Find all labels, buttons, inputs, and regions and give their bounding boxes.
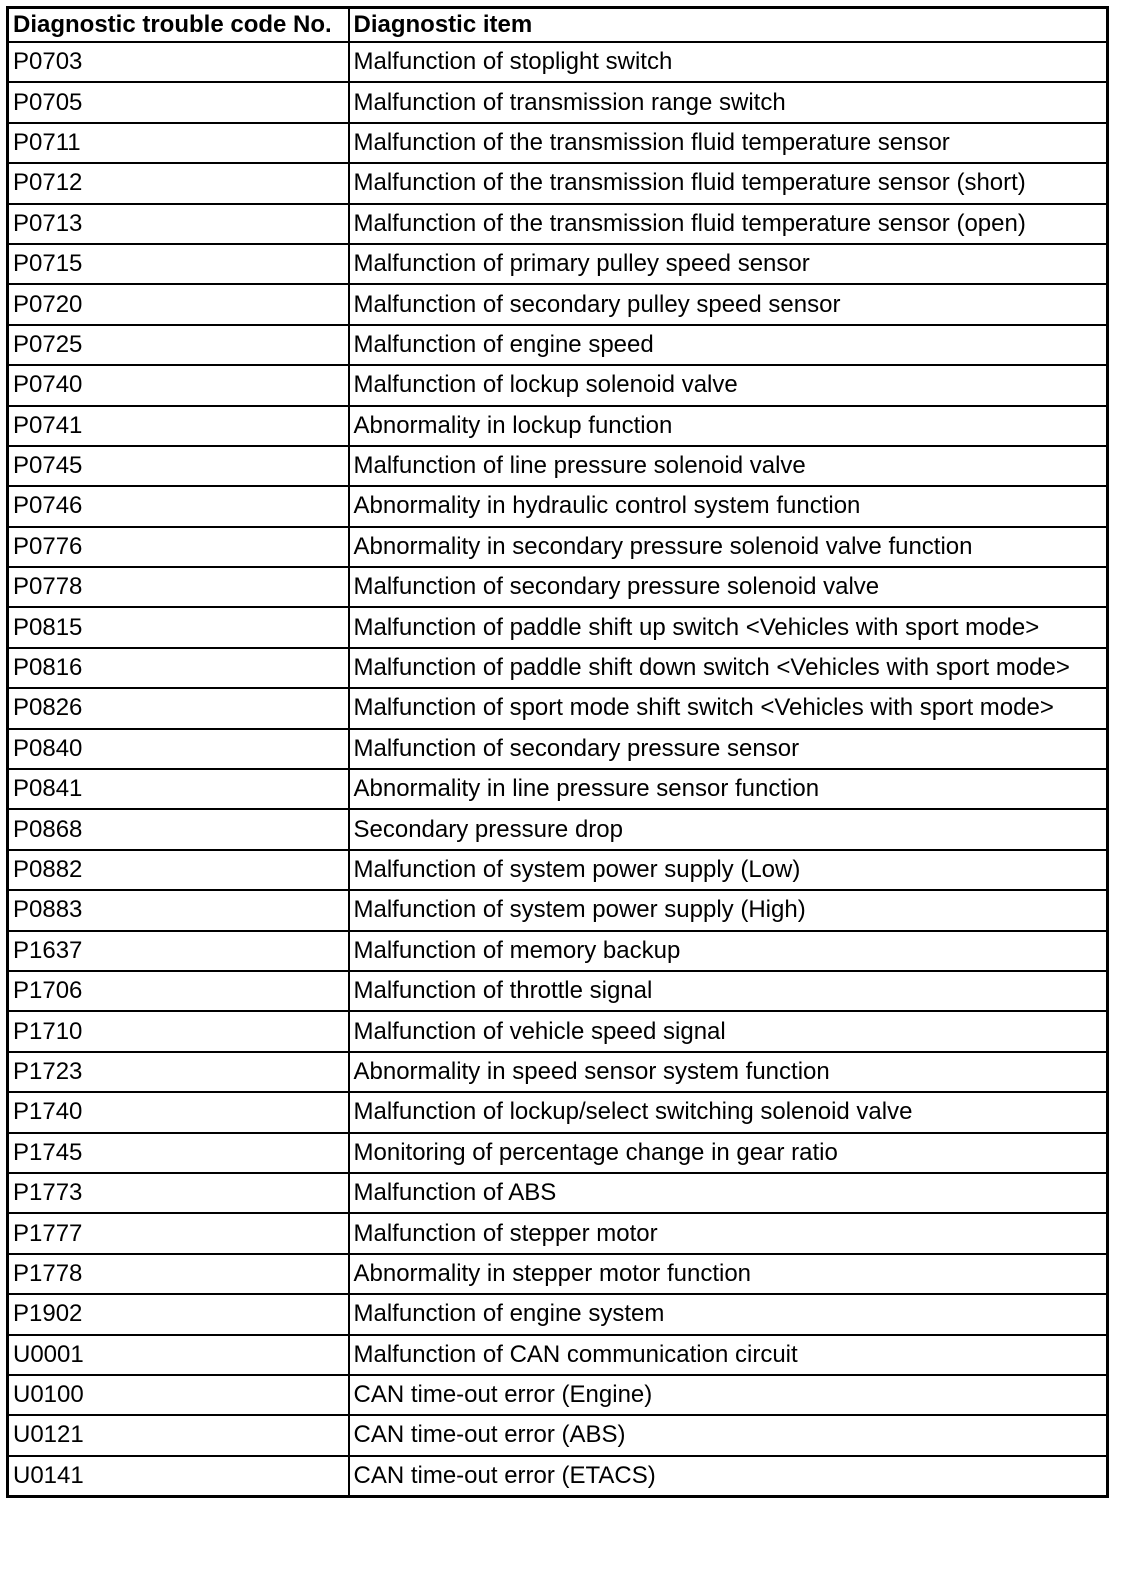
table-row: [8, 325, 1108, 365]
trouble-code-cell: P0778: [8, 567, 349, 607]
diagnostic-item-cell: Abnormality in stepper motor function: [349, 1254, 1108, 1294]
diagnostic-item-cell: Malfunction of engine speed: [349, 325, 1108, 365]
table-row: [8, 1133, 1108, 1173]
table-row: [8, 688, 1108, 728]
trouble-code-cell: P0840: [8, 729, 349, 769]
diagnostic-item-cell: Abnormality in line pressure sensor function: [349, 769, 1108, 809]
diagnostic-item-cell: Malfunction of lockup solenoid valve: [349, 365, 1108, 405]
table-row: [8, 82, 1108, 122]
table-row: [8, 406, 1108, 446]
trouble-code-cell: P0883: [8, 890, 349, 930]
diagnostic-item-cell: Malfunction of the transmission fluid temperature sensor (short): [349, 163, 1108, 203]
diagnostic-item-cell: Malfunction of the transmission fluid temperature sensor: [349, 123, 1108, 163]
table-row: [8, 1011, 1108, 1051]
table-row: [8, 204, 1108, 244]
diagnostic-item-cell: Malfunction of transmission range switch: [349, 82, 1108, 122]
diagnostic-item-cell: CAN time-out error (Engine): [349, 1375, 1108, 1415]
trouble-code-cell: U0100: [8, 1375, 349, 1415]
trouble-code-cell: P0705: [8, 82, 349, 122]
diagnostic-item-cell: Abnormality in hydraulic control system function: [349, 486, 1108, 526]
diagnostic-item-cell: Malfunction of stepper motor: [349, 1213, 1108, 1253]
table-row: [8, 648, 1108, 688]
table-row: [8, 244, 1108, 284]
table-row: [8, 769, 1108, 809]
diagnostic-item-cell: Abnormality in secondary pressure solenoid valve function: [349, 527, 1108, 567]
diagnostic-item-cell: Secondary pressure drop: [349, 809, 1108, 849]
table-row: [8, 284, 1108, 324]
diagnostic-item-cell: Malfunction of throttle signal: [349, 971, 1108, 1011]
diagnostic-item-cell: Malfunction of primary pulley speed sensor: [349, 244, 1108, 284]
table-row: [8, 365, 1108, 405]
trouble-code-cell: P0776: [8, 527, 349, 567]
table-row: [8, 123, 1108, 163]
table-row: [8, 1335, 1108, 1375]
table-row: [8, 1294, 1108, 1334]
table-row: [8, 971, 1108, 1011]
trouble-code-cell: P0826: [8, 688, 349, 728]
trouble-code-cell: P1902: [8, 1294, 349, 1334]
diagnostic-code-table: [6, 6, 1109, 1498]
trouble-code-cell: P1777: [8, 1213, 349, 1253]
diagnostic-item-cell: Malfunction of paddle shift up switch <Vehicles with sport mode>: [349, 607, 1108, 647]
trouble-code-cell: P0815: [8, 607, 349, 647]
trouble-code-cell: P0703: [8, 42, 349, 82]
diagnostic-item-cell: CAN time-out error (ETACS): [349, 1456, 1108, 1497]
table-header-row: [8, 8, 1108, 43]
diagnostic-item-cell: Malfunction of secondary pressure sensor: [349, 729, 1108, 769]
diagnostic-item-cell: Malfunction of vehicle speed signal: [349, 1011, 1108, 1051]
diagnostic-item-cell: Malfunction of paddle shift down switch <Vehicles with sport mode>: [349, 648, 1108, 688]
diagnostic-item-cell: Malfunction of stoplight switch: [349, 42, 1108, 82]
table-row: [8, 809, 1108, 849]
table-row: [8, 1415, 1108, 1455]
diagnostic-item-cell: Malfunction of line pressure solenoid valve: [349, 446, 1108, 486]
table-row: [8, 1213, 1108, 1253]
trouble-code-cell: U0121: [8, 1415, 349, 1455]
trouble-code-cell: P0745: [8, 446, 349, 486]
diagnostic-item-cell: Malfunction of ABS: [349, 1173, 1108, 1213]
trouble-code-cell: P0816: [8, 648, 349, 688]
trouble-code-cell: P1778: [8, 1254, 349, 1294]
table-body: [8, 42, 1108, 1497]
trouble-code-cell: P1637: [8, 931, 349, 971]
trouble-code-cell: P1723: [8, 1052, 349, 1092]
table-row: [8, 729, 1108, 769]
diagnostic-item-cell: Malfunction of secondary pulley speed sensor: [349, 284, 1108, 324]
diagnostic-item-cell: Malfunction of engine system: [349, 1294, 1108, 1334]
table-row: [8, 1375, 1108, 1415]
diagnostic-item-cell: Abnormality in speed sensor system function: [349, 1052, 1108, 1092]
table-row: [8, 890, 1108, 930]
diagnostic-item-cell: Malfunction of system power supply (High): [349, 890, 1108, 930]
table-row: [8, 163, 1108, 203]
table-row: [8, 42, 1108, 82]
diagnostic-item-cell: CAN time-out error (ABS): [349, 1415, 1108, 1455]
trouble-code-cell: P1773: [8, 1173, 349, 1213]
diagnostic-item-cell: Abnormality in lockup function: [349, 406, 1108, 446]
table-row: [8, 446, 1108, 486]
trouble-code-cell: P0715: [8, 244, 349, 284]
table-row: [8, 1092, 1108, 1132]
trouble-code-cell: P0712: [8, 163, 349, 203]
trouble-code-cell: P0740: [8, 365, 349, 405]
table-row: [8, 1173, 1108, 1213]
diagnostic-item-cell: Malfunction of secondary pressure solenoid valve: [349, 567, 1108, 607]
trouble-code-cell: P0841: [8, 769, 349, 809]
trouble-code-cell: P0741: [8, 406, 349, 446]
trouble-code-cell: P1745: [8, 1133, 349, 1173]
trouble-code-cell: P0713: [8, 204, 349, 244]
table-row: [8, 1456, 1108, 1497]
table-row: [8, 527, 1108, 567]
trouble-code-cell: U0001: [8, 1335, 349, 1375]
table-row: [8, 931, 1108, 971]
trouble-code-cell: P1706: [8, 971, 349, 1011]
table-row: [8, 567, 1108, 607]
column-header-item: Diagnostic item: [349, 8, 1108, 43]
diagnostic-item-cell: Malfunction of lockup/select switching solenoid valve: [349, 1092, 1108, 1132]
table-row: [8, 1052, 1108, 1092]
diagnostic-item-cell: Monitoring of percentage change in gear ratio: [349, 1133, 1108, 1173]
trouble-code-cell: P0720: [8, 284, 349, 324]
table-row: [8, 850, 1108, 890]
trouble-code-cell: P0882: [8, 850, 349, 890]
trouble-code-cell: U0141: [8, 1456, 349, 1497]
trouble-code-cell: P0868: [8, 809, 349, 849]
trouble-code-cell: P0725: [8, 325, 349, 365]
diagnostic-item-cell: Malfunction of memory backup: [349, 931, 1108, 971]
diagnostic-item-cell: Malfunction of the transmission fluid temperature sensor (open): [349, 204, 1108, 244]
table-row: [8, 1254, 1108, 1294]
trouble-code-cell: P1710: [8, 1011, 349, 1051]
table-row: [8, 486, 1108, 526]
trouble-code-cell: P0711: [8, 123, 349, 163]
table-row: [8, 607, 1108, 647]
trouble-code-cell: P1740: [8, 1092, 349, 1132]
diagnostic-item-cell: Malfunction of CAN communication circuit: [349, 1335, 1108, 1375]
trouble-code-cell: P0746: [8, 486, 349, 526]
diagnostic-item-cell: Malfunction of sport mode shift switch <Vehicles with sport mode>: [349, 688, 1108, 728]
diagnostic-item-cell: Malfunction of system power supply (Low): [349, 850, 1108, 890]
column-header-code: Diagnostic trouble code No.: [8, 8, 349, 43]
